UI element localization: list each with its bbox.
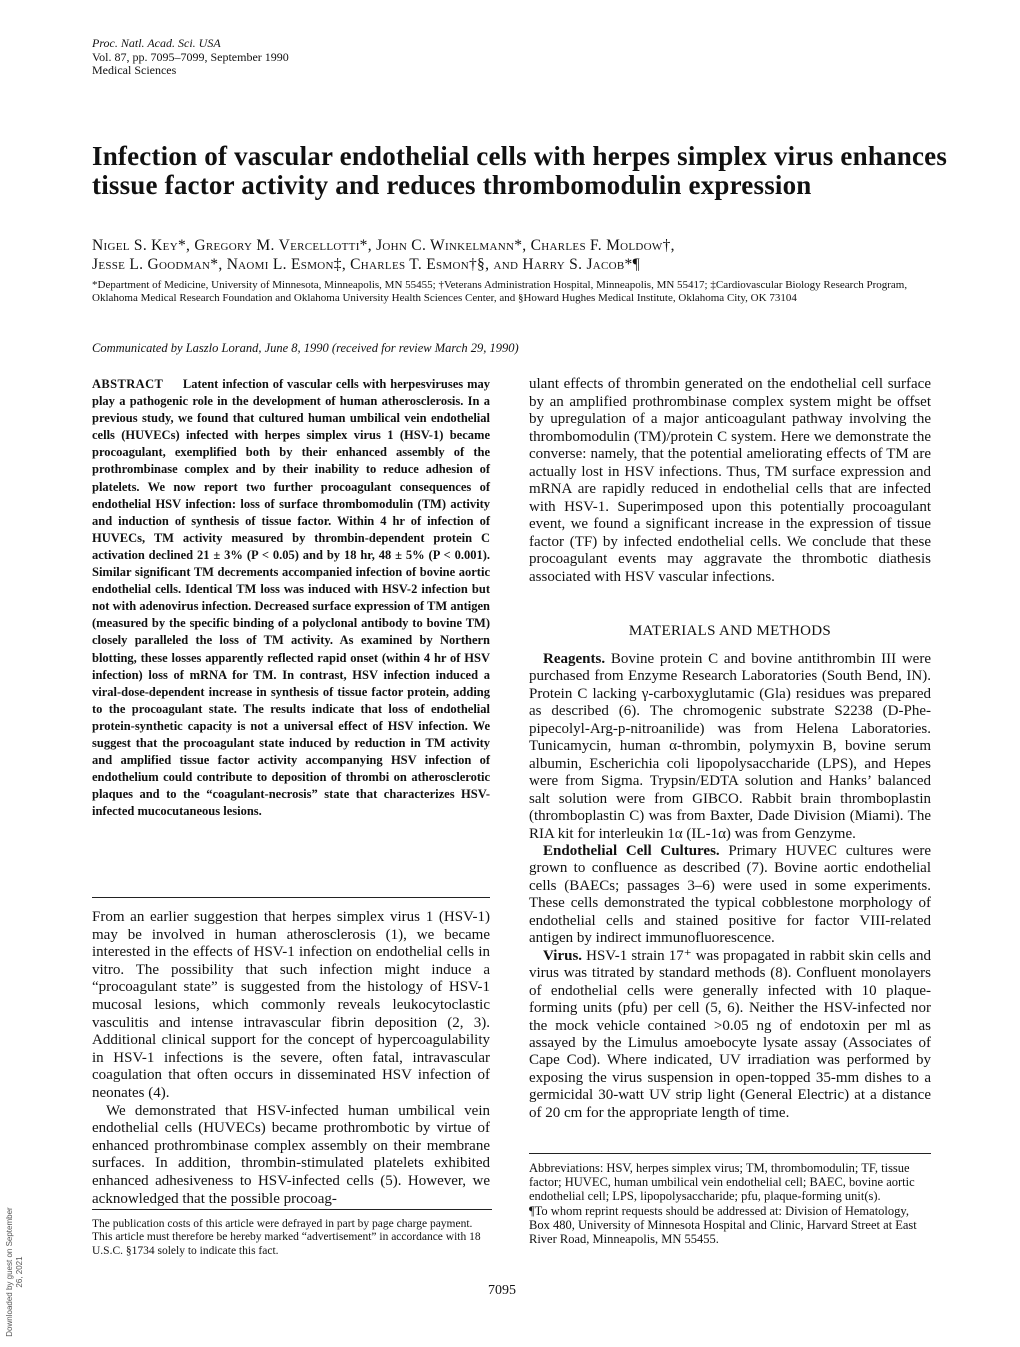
communicated-by: Communicated by Laszlo Lorand, June 8, 1990 (received for review March 29, 1990)	[92, 341, 519, 355]
footnote-divider-left	[92, 1209, 492, 1210]
article-title: Infection of vascular endothelial cells with herpes simplex virus enhances tissue factor activity and reduces thrombomodulin expression	[92, 141, 948, 200]
footnote-divider-right	[529, 1153, 931, 1154]
download-watermark: Downloaded by guest on September 26, 2021	[5, 1207, 24, 1337]
journal-header	[92, 37, 289, 78]
methods-label: Virus.	[543, 947, 583, 964]
methods-paragraph	[529, 843, 931, 948]
introduction	[92, 909, 490, 1208]
methods-paragraph	[529, 948, 931, 1123]
authors-line-2: Jesse L. Goodman*, Naomi L. Esmon‡, Charles T. Esmon†§, and Harry S. Jacob*¶	[92, 256, 640, 273]
methods-text: HSV-1 strain 17⁺ was propagated in rabbit skin cells and virus was titrated by standard methods (8). Confluent monolayers of endothelial cells were generally infected with 10 plaque-forming units (pfu) per cell (5, 6). Neither the HSV-infected nor the mock vehicle contained >0.05 ng of endotoxin per ml as assayed by the Limulus amoebocyte lysate assay (Associates of Cape Cod). Where indicated, UV irradiation was performed by exposing the virus suspension in open-topped 35-mm dishes to a germicidal 30-watt UV strip light (General Electric) at a distance of 20 cm for the appropriate length of time.	[529, 947, 932, 1121]
section-heading-methods: MATERIALS AND METHODS	[628, 623, 832, 639]
journal-volume: Vol. 87, pp. 7095–7099, September 1990	[92, 49, 289, 64]
affiliations: *Department of Medicine, University of Minnesota, Minneapolis, MN 55455; †Veterans Administration Hospital, Minneapolis, MN 55417; ‡Cardiovascular Biology Research Program, Oklahoma Medical Research Foundation and Oklahoma University Health Sciences Center, and §Howard Hughes Medical Institute, Oklahoma City, OK 73104	[92, 279, 908, 304]
page-number: 7095	[488, 1283, 516, 1298]
intro-paragraph-1: From an earlier suggestion that herpes simplex virus 1 (HSV-1) may be involved in human atherosclerosis (1), we became interested in the effects of HSV-1 infection on endothelial cells in vitro. The possibility that such infection might induce a “procoagulant state” is suggested from the histology of HSV-1 mucosal lesions, which commonly reveals leukocytoclastic vasculitis and intense intravascular fibrin deposition (2, 3). Additional clinical support for the concept of hypercoagulability in HSV-1 infections is the severe, often fatal, intravascular coagulation that often occurs in disseminated HSV infection of neonates (4).	[92, 909, 490, 1101]
abstract-text: Latent infection of vascular cells with herpesviruses may play a pathogenic role in the development of human atherosclerosis. In a previous study, we found that cultured human umbilical vein endothelial cells (HUVECs) infected with herpes simplex virus 1 (HSV-1) became procoagulant, exemplified both by their enhanced assembly of the prothrombinase complex and by their inability to reduce adhesion of platelets. We now report two further procoagulant consequences of endothelial HSV infection: loss of surface thrombomodulin (TM) activity and induction of synthesis of tissue factor. Within 4 hr of infection of HUVECs, TM activity measured by thrombin-dependent protein C activation declined 21 ± 3% (P < 0.05) and by 18 hr, 48 ± 5% (P < 0.001). Similar significant TM decrements accompanied infection of bovine aortic endothelial cells. Identical TM loss was induced with HSV-2 infection but not with adenovirus infection. Decreased surface expression of TM antigen (measured by the specific binding of a polyclonal antibody to bovine TM) closely paralleled the loss of TM activity. As examined by Northern blotting, these losses apparently reflected rapid onset (within 4 hr of HSV infection) loss of mRNA for TM. In contrast, HSV infection induced a viral-dose-dependent increase in synthesis of tissue factor protein, adding to the procoagulant state. The results indicate that loss of endothelial protein-synthetic capacity is not a universal effect of HSV infection. We suggest that the procoagulant state induced by reduction in TM activity and amplified tissue factor activity accompanying HSV infection of endothelium could contribute to deposition of thrombi on atherosclerotic plaques and to the “coagulant-necrosis” state that characterizes HSV-infected mucocutaneous lesions.	[92, 377, 491, 819]
footnotes-right	[529, 1161, 931, 1247]
journal-name: Proc. Natl. Acad. Sci. USA	[92, 36, 221, 50]
methods-label: Endothelial Cell Cultures.	[543, 842, 720, 859]
methods-paragraph	[529, 651, 931, 843]
abstract-label: ABSTRACT	[92, 377, 164, 391]
methods-text: Bovine protein C and bovine antithrombin III were purchased from Enzyme Research Laboratories (South Bend, IN). Protein C lacking γ-carboxyglutamic (Gla) residues was prepared as described (6). The chromogenic substrate S2238 (D-Phe-pipecolyl-Arg-p-nitroanilide) was from Helena Laboratories. Tunicamycin, human α-thrombin, polymyxin B, bovine serum albumin, Escherichia coli lipopolysaccharide (LPS), and Hepes were from Sigma. Trypsin/EDTA solution and Hanks’ balanced salt solution were from GIBCO. Rabbit brain thromboplastin (thromboplastin C) was from Baxter, Dade Division (Miami). The RIA kit for interleukin 1α (IL-1α) was from Genzyme.	[529, 651, 931, 842]
intro-paragraph-2: We demonstrated that HSV-infected human umbilical vein endothelial cells (HUVECs) became prothrombotic by virtue of enhanced prothrombinase complex assembly on their membrane surfaces. In addition, thrombin-stimulated platelets exhibited enhanced adhesiveness to HSV-infected cells (5). However, we acknowledged that the possible procoag-	[92, 1102, 490, 1207]
methods-text: Primary HUVEC cultures were grown to confluence as described (7). Bovine aortic endothelial cells (BAECs; passages 3–6) were used in some experiments. These cells demonstrated the typical cobblestone morphology of endothelial cells and stained positive for factor VIII-related antigen by indirect immunofluorescence.	[529, 842, 932, 947]
author-list	[92, 236, 952, 274]
methods-section	[529, 651, 931, 1122]
methods-label: Reagents.	[543, 651, 606, 667]
abstract-divider	[92, 897, 490, 898]
authors-line-1: Nigel S. Key*, Gregory M. Vercellotti*, John C. Winkelmann*, Charles F. Moldow†,	[92, 237, 675, 254]
journal-section: Medical Sciences	[92, 63, 177, 77]
publication-cost-note: The publication costs of this article were defrayed in part by page charge payment. This article must therefore be hereby marked “advertisement” in accordance with 18 U.S.C. §1734 solely to indicate this fact.	[92, 1218, 481, 1257]
abstract	[92, 376, 490, 820]
abbreviations-note: Abbreviations: HSV, herpes simplex virus; TM, thrombomodulin; TF, tissue factor; HUVEC, human umbilical vein endothelial cell; BAEC, bovine aortic endothelial cell; LPS, lipopolysaccharide; pfu, plaque-forming unit(s).	[529, 1161, 915, 1203]
reprint-note: ¶To whom reprint requests should be addressed at: Division of Hematology, Box 480, University of Minnesota Hospital and Clinic, Harvard Street at East River Road, Minneapolis, MN 55455.	[529, 1204, 917, 1246]
introduction-continued: ulant effects of thrombin generated on the endothelial cell surface by an amplified prothrombinase complex system might be offset by upregulation of a major anticoagulant pathway involving the thrombomodulin (TM)/protein C system. Here we demonstrate the converse: namely, that the potential ameliorating effects of TM are actually lost in HSV infections. Thus, TM surface expression and mRNA are rapidly reduced in endothelial cells that are infected with HSV-1. Superimposed upon this potentially procoagulant event, we found a significant increase in the expression of tissue factor (TF) by infected endothelial cells. We conclude that these procoagulant events may aggravate the thrombotic diathesis associated with HSV vascular infections.	[529, 376, 931, 586]
